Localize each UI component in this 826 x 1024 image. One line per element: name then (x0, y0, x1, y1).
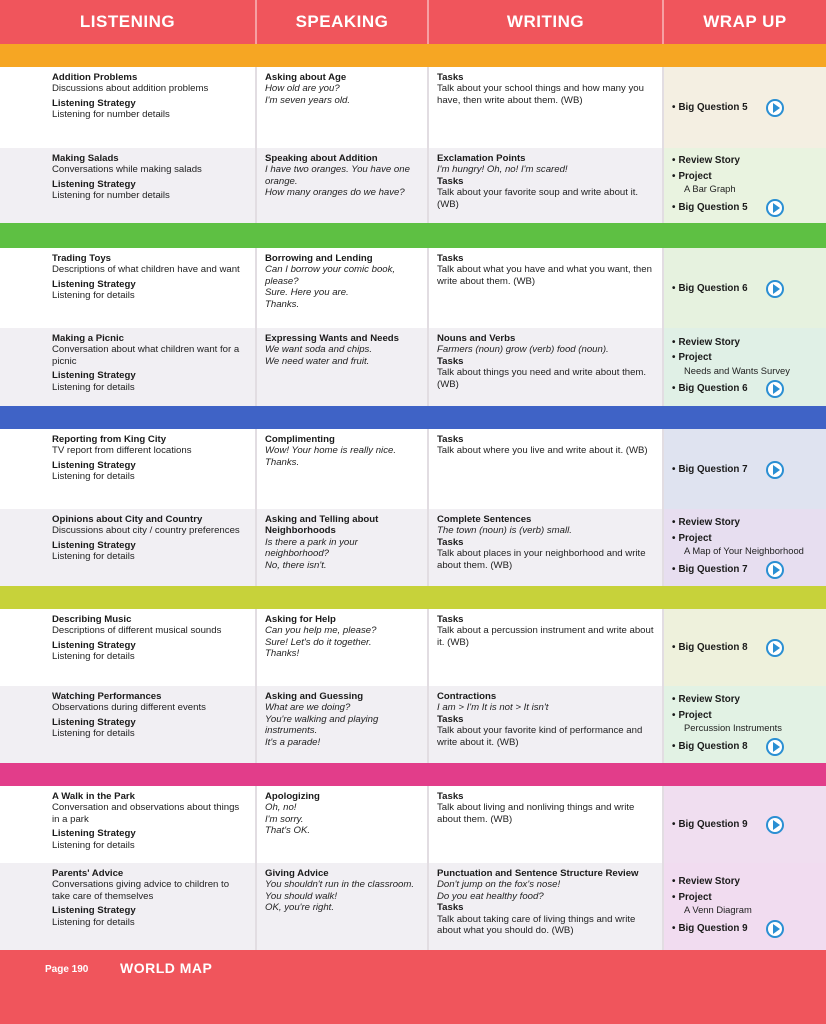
big-question-text (672, 464, 748, 475)
speaking-title: Expressing Wants and Needs (265, 333, 399, 344)
unit-divider-band (0, 44, 826, 67)
project-item (672, 710, 818, 721)
wrap-up-list (672, 514, 818, 582)
writing-task: Talk about what you have and what you want, then write about them. (WB) (437, 264, 652, 287)
listening-strategy-label: Listening Strategy (52, 539, 136, 551)
wrap-up-list (672, 791, 818, 859)
listening-strategy-label: Listening Strategy (52, 178, 136, 190)
review-story-item (672, 517, 818, 528)
writing-title: Exclamation Points (437, 153, 526, 164)
writing-example: I'm hungry! Oh, no! I'm scared! (437, 164, 568, 176)
listening-strategy-label: Listening Strategy (52, 278, 136, 290)
footer-title: WORLD MAP (120, 960, 213, 976)
big-question-label: Big Question 5 (678, 102, 748, 114)
project-name: Percussion Instruments (684, 722, 782, 734)
wrap-up-list (672, 691, 818, 759)
big-question-label: Big Question 8 (678, 740, 748, 752)
wrap-up-list (672, 253, 818, 324)
big-question-text (672, 102, 748, 113)
big-question-text (672, 383, 748, 394)
big-question-label: Big Question 9 (678, 819, 748, 831)
speaking-line: Wow! Your home is really nice. (265, 445, 396, 457)
speaking-cell (257, 609, 429, 686)
listening-strategy: Listening for details (52, 290, 135, 302)
speaking-line: You should walk! (265, 890, 337, 902)
bullet: • (672, 922, 676, 934)
listening-desc: Descriptions of what children have and want (52, 264, 240, 276)
writing-tasks-label: Tasks (437, 614, 464, 625)
big-question-item (672, 380, 784, 398)
column-header-bar (0, 0, 826, 44)
big-question-text (672, 819, 748, 830)
bullet: • (672, 282, 676, 294)
listening-strategy-label: Listening Strategy (52, 370, 136, 382)
listening-strategy-label: Listening Strategy (52, 716, 136, 728)
listening-title: Trading Toys (52, 253, 111, 264)
big-question-item (672, 561, 784, 579)
big-question-label: Big Question 8 (678, 642, 748, 654)
review-story-label: Review Story (678, 694, 740, 706)
writing-task: Talk about your school things and how many you have, then write about them. (WB) (437, 83, 644, 106)
listening-strategy-label: Listening Strategy (52, 459, 136, 471)
lesson-row (0, 863, 826, 950)
project-item (672, 352, 818, 363)
listening-strategy: Listening for details (52, 651, 135, 663)
bullet: • (672, 532, 676, 544)
big-question-text (672, 741, 748, 752)
lesson-row (0, 686, 826, 763)
project-label: Project (678, 170, 712, 182)
project-label: Project (678, 352, 712, 364)
bullet: • (672, 819, 676, 831)
listening-strategy: Listening for details (52, 471, 135, 483)
big-question-item (672, 738, 784, 756)
big-question-text (672, 642, 748, 653)
project-label: Project (678, 709, 712, 721)
play-icon[interactable] (766, 280, 784, 298)
wrap-up-cell (664, 248, 826, 328)
listening-title: Describing Music (52, 614, 132, 625)
bullet: • (672, 876, 676, 888)
listening-title: Parents' Advice (52, 868, 124, 879)
speaking-cell (257, 863, 429, 950)
writing-task: Talk about places in your neighborhood and write about them. (WB) (437, 548, 646, 571)
review-story-item (672, 155, 818, 166)
big-question-item (672, 920, 784, 938)
speaking-title: Asking for Help (265, 614, 336, 625)
speaking-cell (257, 786, 429, 863)
bullet: • (672, 383, 676, 395)
writing-task: Talk about your favorite soup and write about it. (WB) (437, 187, 639, 210)
speaking-line: That's OK. (265, 825, 311, 837)
listening-cell (0, 328, 257, 406)
listening-cell (0, 786, 257, 863)
bullet: • (672, 463, 676, 475)
wrap-up-list (672, 153, 818, 219)
speaking-cell (257, 429, 429, 509)
review-story-label: Review Story (678, 876, 740, 888)
writing-cell (429, 786, 664, 863)
play-icon[interactable] (766, 461, 784, 479)
speaking-line: We want soda and chips. (265, 344, 373, 356)
speaking-line: You shouldn't run in the classroom. (265, 879, 415, 891)
listening-desc: Conversations giving advice to children to take care of themselves (52, 879, 230, 902)
writing-title: Contractions (437, 691, 497, 702)
wrap-up-cell (664, 328, 826, 406)
lesson-row (0, 429, 826, 509)
speaking-line: Sure. Here you are. (265, 287, 349, 299)
speaking-line: I have two oranges. You have one orange. (265, 164, 410, 187)
big-question-text (672, 923, 748, 934)
project-label: Project (678, 532, 712, 544)
play-icon[interactable] (766, 639, 784, 657)
header-writing: WRITING (429, 0, 664, 44)
big-question-text (672, 202, 748, 213)
wrap-up-list (672, 868, 818, 946)
speaking-title: Asking and Guessing (265, 691, 364, 702)
project-name: A Map of Your Neighborhood (684, 545, 804, 557)
project-label: Project (678, 891, 712, 903)
writing-task: Talk about a percussion instrument and write about it. (WB) (437, 625, 654, 648)
play-icon[interactable] (766, 920, 784, 938)
listening-cell (0, 509, 257, 586)
wrap-up-cell (664, 509, 826, 586)
lesson-row (0, 328, 826, 406)
bullet: • (672, 694, 676, 706)
speaking-title: Giving Advice (265, 868, 329, 879)
listening-strategy: Listening for number details (52, 190, 170, 202)
writing-tasks-label: Tasks (437, 72, 464, 83)
play-icon[interactable] (766, 738, 784, 756)
speaking-line: We need water and fruit. (265, 355, 370, 367)
big-question-item (672, 99, 784, 117)
speaking-title: Apologizing (265, 791, 320, 802)
speaking-line: OK, you're right. (265, 902, 335, 914)
listening-desc: Observations during different events (52, 702, 206, 714)
listening-title: Making Salads (52, 153, 119, 164)
speaking-line: I'm sorry. (265, 813, 304, 825)
writing-title: Complete Sentences (437, 514, 532, 525)
listening-cell (0, 609, 257, 686)
writing-cell (429, 148, 664, 223)
wrap-up-list (672, 333, 818, 402)
lesson-row (0, 148, 826, 223)
speaking-cell (257, 686, 429, 763)
big-question-item (672, 280, 784, 298)
writing-example: I am > I'm It is not > It isn't (437, 702, 549, 714)
speaking-cell (257, 67, 429, 148)
listening-strategy: Listening for details (52, 916, 135, 928)
speaking-line: Thanks! (265, 648, 300, 660)
writing-cell (429, 67, 664, 148)
speaking-line: Is there a park in your neighborhood? (265, 536, 358, 560)
listening-desc: TV report from different locations (52, 445, 192, 457)
writing-tasks-label: Tasks (437, 713, 464, 725)
lesson-row (0, 248, 826, 328)
writing-tasks-label: Tasks (437, 253, 464, 264)
speaking-title: Borrowing and Lending (265, 253, 373, 264)
speaking-line: Thanks. (265, 298, 300, 310)
listening-desc: Discussions about city / country preferences (52, 525, 240, 537)
wrap-up-list (672, 434, 818, 505)
writing-tasks-label: Tasks (437, 902, 464, 914)
big-question-text (672, 564, 748, 575)
listening-desc: Conversation and observations about things in a park (52, 802, 240, 825)
big-question-item (672, 461, 784, 479)
speaking-title: Asking and Telling about Neighborhoods (265, 514, 379, 537)
listening-title: Reporting from King City (52, 434, 167, 445)
writing-tasks-label: Tasks (437, 791, 464, 802)
writing-task: Talk about living and nonliving things and write about them. (WB) (437, 802, 635, 825)
big-question-label: Big Question 5 (678, 201, 748, 213)
writing-example: Don't jump on the fox's nose! (437, 879, 561, 891)
big-question-label: Big Question 7 (678, 563, 748, 575)
writing-task: Talk about taking care of living things and write about what you should do. (WB) (437, 913, 636, 937)
listening-desc: Conversation about what children want for a picnic (52, 344, 240, 367)
wrap-up-cell (664, 148, 826, 223)
wrap-up-cell (664, 686, 826, 763)
writing-cell (429, 328, 664, 406)
unit-divider-band (0, 406, 826, 429)
listening-title: Watching Performances (52, 691, 162, 702)
project-name: A Bar Graph (684, 183, 736, 195)
writing-task: Talk about where you live and write about it. (WB) (437, 445, 648, 457)
speaking-cell (257, 248, 429, 328)
writing-tasks-label: Tasks (437, 175, 464, 187)
unit-divider-band (0, 223, 826, 248)
wrap-up-cell (664, 67, 826, 148)
writing-example: Farmers (noun) grow (verb) food (noun). (437, 344, 609, 356)
writing-task: Talk about your favorite kind of performance and write about it. (WB) (437, 725, 643, 748)
project-item (672, 533, 818, 544)
lesson-row (0, 609, 826, 686)
listening-cell (0, 863, 257, 950)
bullet: • (672, 891, 676, 903)
wrap-up-cell (664, 429, 826, 509)
wrap-up-cell (664, 609, 826, 686)
writing-title: Nouns and Verbs (437, 333, 516, 344)
listening-title: Opinions about City and Country (52, 514, 203, 525)
big-question-label: Big Question 7 (678, 463, 748, 475)
speaking-line: What are we doing? (265, 702, 351, 714)
bullet: • (672, 740, 676, 752)
speaking-line: You're walking and playing instruments. (265, 713, 379, 737)
writing-task: Talk about things you need and write about them. (WB) (437, 367, 647, 390)
speaking-line: Oh, no! (265, 802, 297, 814)
writing-title: Punctuation and Sentence Structure Review (437, 868, 639, 879)
writing-tasks-label: Tasks (437, 434, 464, 445)
listening-strategy: Listening for details (52, 839, 135, 851)
play-icon[interactable] (766, 99, 784, 117)
listening-title: Addition Problems (52, 72, 138, 83)
listening-title: Making a Picnic (52, 333, 124, 344)
project-name: A Venn Diagram (684, 904, 752, 916)
speaking-line: I'm seven years old. (265, 94, 351, 106)
lesson-row (0, 67, 826, 148)
bullet: • (672, 155, 676, 167)
speaking-cell (257, 328, 429, 406)
listening-strategy-label: Listening Strategy (52, 97, 136, 109)
play-icon[interactable] (766, 199, 784, 217)
writing-cell (429, 863, 664, 950)
writing-cell (429, 429, 664, 509)
project-item (672, 892, 818, 903)
unit-divider-band (0, 586, 826, 609)
speaking-line: How many oranges do we have? (265, 187, 405, 199)
listening-cell (0, 67, 257, 148)
play-icon[interactable] (766, 816, 784, 834)
footer-bar (0, 950, 826, 1024)
header-listening: LISTENING (0, 0, 257, 44)
listening-title: A Walk in the Park (52, 791, 135, 802)
speaking-title: Complimenting (265, 434, 335, 445)
page-number: Page 190 (45, 964, 89, 975)
bullet: • (672, 563, 676, 575)
listening-strategy-label: Listening Strategy (52, 828, 136, 840)
bullet: • (672, 170, 676, 182)
bullet: • (672, 336, 676, 348)
listening-cell (0, 686, 257, 763)
wrap-up-cell (664, 786, 826, 863)
listening-cell (0, 429, 257, 509)
speaking-line: Can I borrow your comic book, please? (265, 264, 396, 287)
review-story-label: Review Story (678, 517, 740, 529)
writing-example: The town (noun) is (verb) small. (437, 525, 572, 537)
bullet: • (672, 352, 676, 364)
listening-desc: Conversations while making salads (52, 164, 202, 176)
big-question-label: Big Question 9 (678, 922, 748, 934)
big-question-label: Big Question 6 (678, 282, 748, 294)
writing-example: Do you eat healthy food? (437, 890, 544, 902)
listening-strategy-label: Listening Strategy (52, 639, 136, 651)
writing-cell (429, 509, 664, 586)
listening-cell (0, 248, 257, 328)
writing-cell (429, 609, 664, 686)
listening-strategy-label: Listening Strategy (52, 905, 136, 917)
project-item (672, 171, 818, 182)
speaking-line: Sure! Let's do it together. (265, 636, 372, 648)
lesson-row (0, 509, 826, 586)
bullet: • (672, 642, 676, 654)
listening-strategy: Listening for number details (52, 109, 170, 121)
review-story-label: Review Story (678, 336, 740, 348)
writing-tasks-label: Tasks (437, 355, 464, 367)
writing-cell (429, 686, 664, 763)
review-story-item (672, 694, 818, 705)
listening-desc: Discussions about addition problems (52, 83, 209, 95)
big-question-label: Big Question 6 (678, 383, 748, 395)
review-story-label: Review Story (678, 155, 740, 167)
writing-tasks-label: Tasks (437, 536, 464, 548)
speaking-line: Thanks. (265, 456, 300, 468)
bullet: • (672, 517, 676, 529)
big-question-item (672, 639, 784, 657)
bullet: • (672, 201, 676, 213)
speaking-line: It's a parade! (265, 736, 321, 748)
review-story-item (672, 876, 818, 887)
listening-strategy: Listening for details (52, 551, 135, 563)
header-speaking: SPEAKING (257, 0, 429, 44)
wrap-up-list (672, 72, 818, 144)
listening-desc: Descriptions of different musical sounds (52, 625, 222, 637)
speaking-line: Can you help me, please? (265, 625, 377, 637)
play-icon[interactable] (766, 561, 784, 579)
listening-cell (0, 148, 257, 223)
listening-strategy: Listening for details (52, 728, 135, 740)
speaking-title: Speaking about Addition (265, 153, 378, 164)
big-question-item (672, 816, 784, 834)
speaking-line: No, there isn't. (265, 559, 327, 571)
play-icon[interactable] (766, 380, 784, 398)
bullet: • (672, 709, 676, 721)
writing-cell (429, 248, 664, 328)
speaking-cell (257, 509, 429, 586)
lesson-row (0, 786, 826, 863)
big-question-text (672, 283, 748, 294)
review-story-item (672, 337, 818, 348)
project-name: Needs and Wants Survey (684, 364, 790, 376)
wrap-up-list (672, 614, 818, 682)
listening-strategy: Listening for details (52, 381, 135, 393)
wrap-up-cell (664, 863, 826, 950)
speaking-title: Asking about Age (265, 72, 347, 83)
bullet: • (672, 102, 676, 114)
unit-divider-band (0, 763, 826, 786)
big-question-item (672, 199, 784, 217)
speaking-line: How old are you? (265, 83, 340, 95)
speaking-cell (257, 148, 429, 223)
header-wrap-up: WRAP UP (703, 12, 787, 31)
